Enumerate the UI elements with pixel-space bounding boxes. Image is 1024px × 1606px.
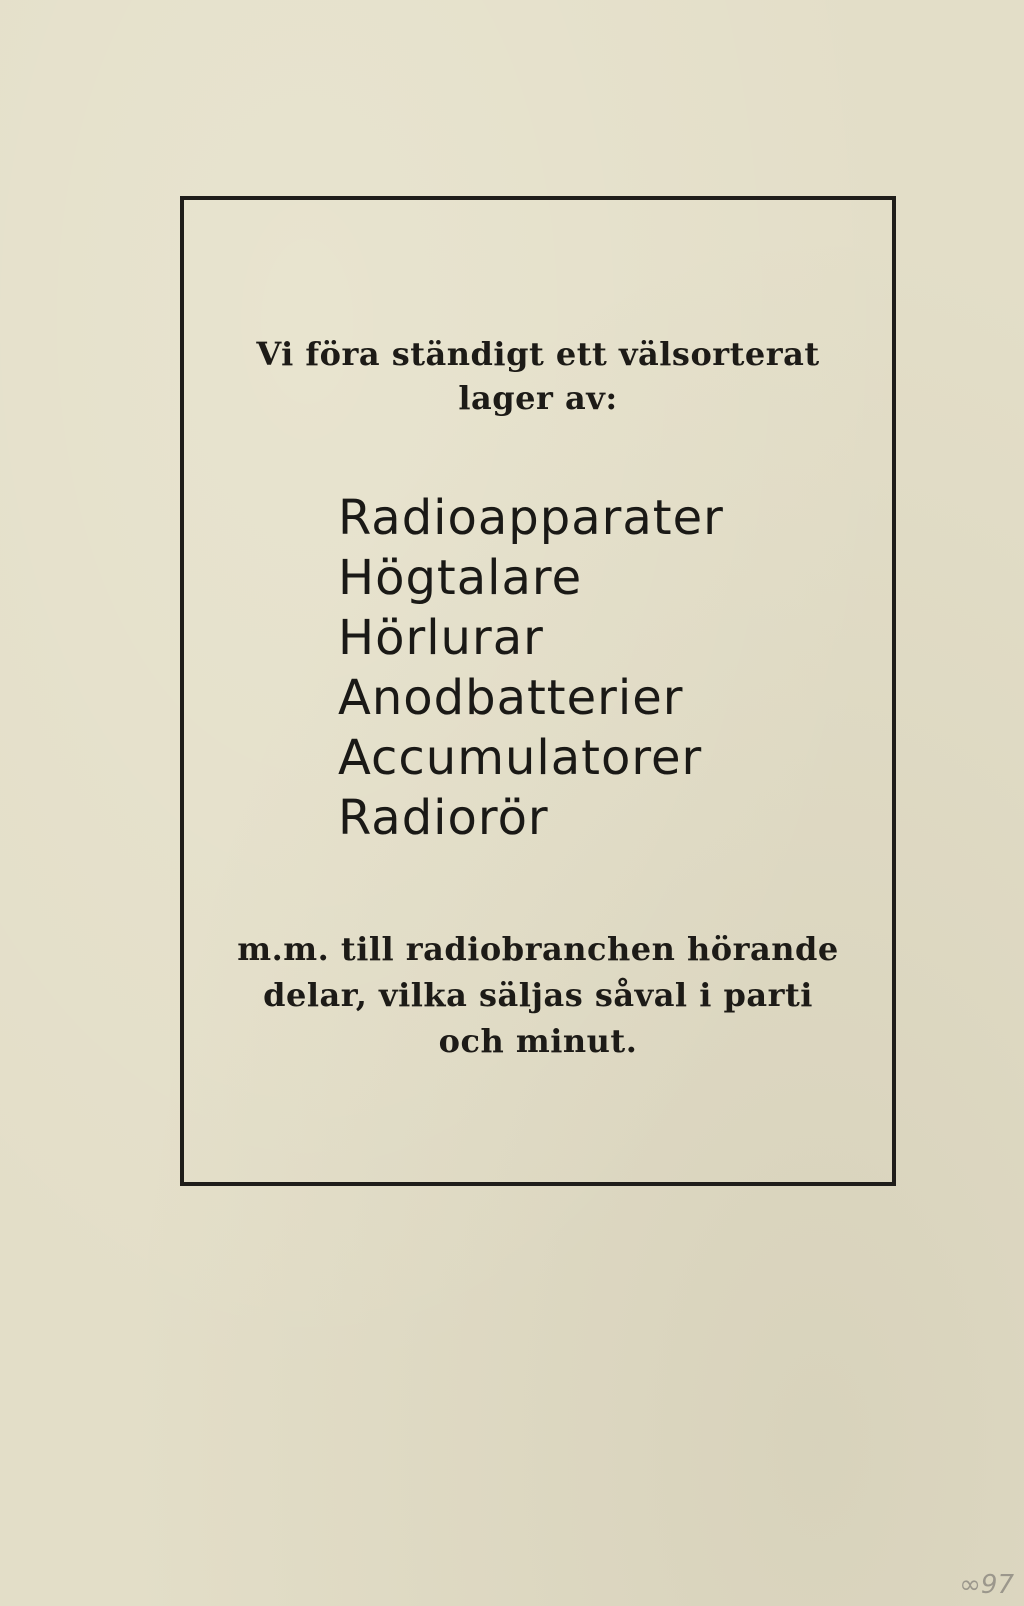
product-list <box>338 488 724 848</box>
outro-text <box>184 926 892 1064</box>
product-item: Accumulatorer <box>338 730 703 786</box>
product-item: Radioapparater <box>338 490 724 546</box>
outro-line: och minut. <box>438 1022 638 1060</box>
product-item: Hörlurar <box>338 610 544 666</box>
product-item: Högtalare <box>338 550 583 606</box>
product-item: Radiorör <box>338 790 549 846</box>
product-item: Anodbatterier <box>338 670 684 726</box>
advert-border-box <box>180 196 896 1186</box>
intro-line: lager av: <box>458 379 618 417</box>
pencil-annotation: ∞97 <box>959 1570 1014 1600</box>
outro-line: delar, vilka säljas såval i parti <box>263 976 813 1014</box>
outro-line: m.m. till radiobranchen hörande <box>237 930 839 968</box>
intro-line: Vi föra ständigt ett välsorterat <box>256 335 820 373</box>
intro-text <box>184 332 892 420</box>
